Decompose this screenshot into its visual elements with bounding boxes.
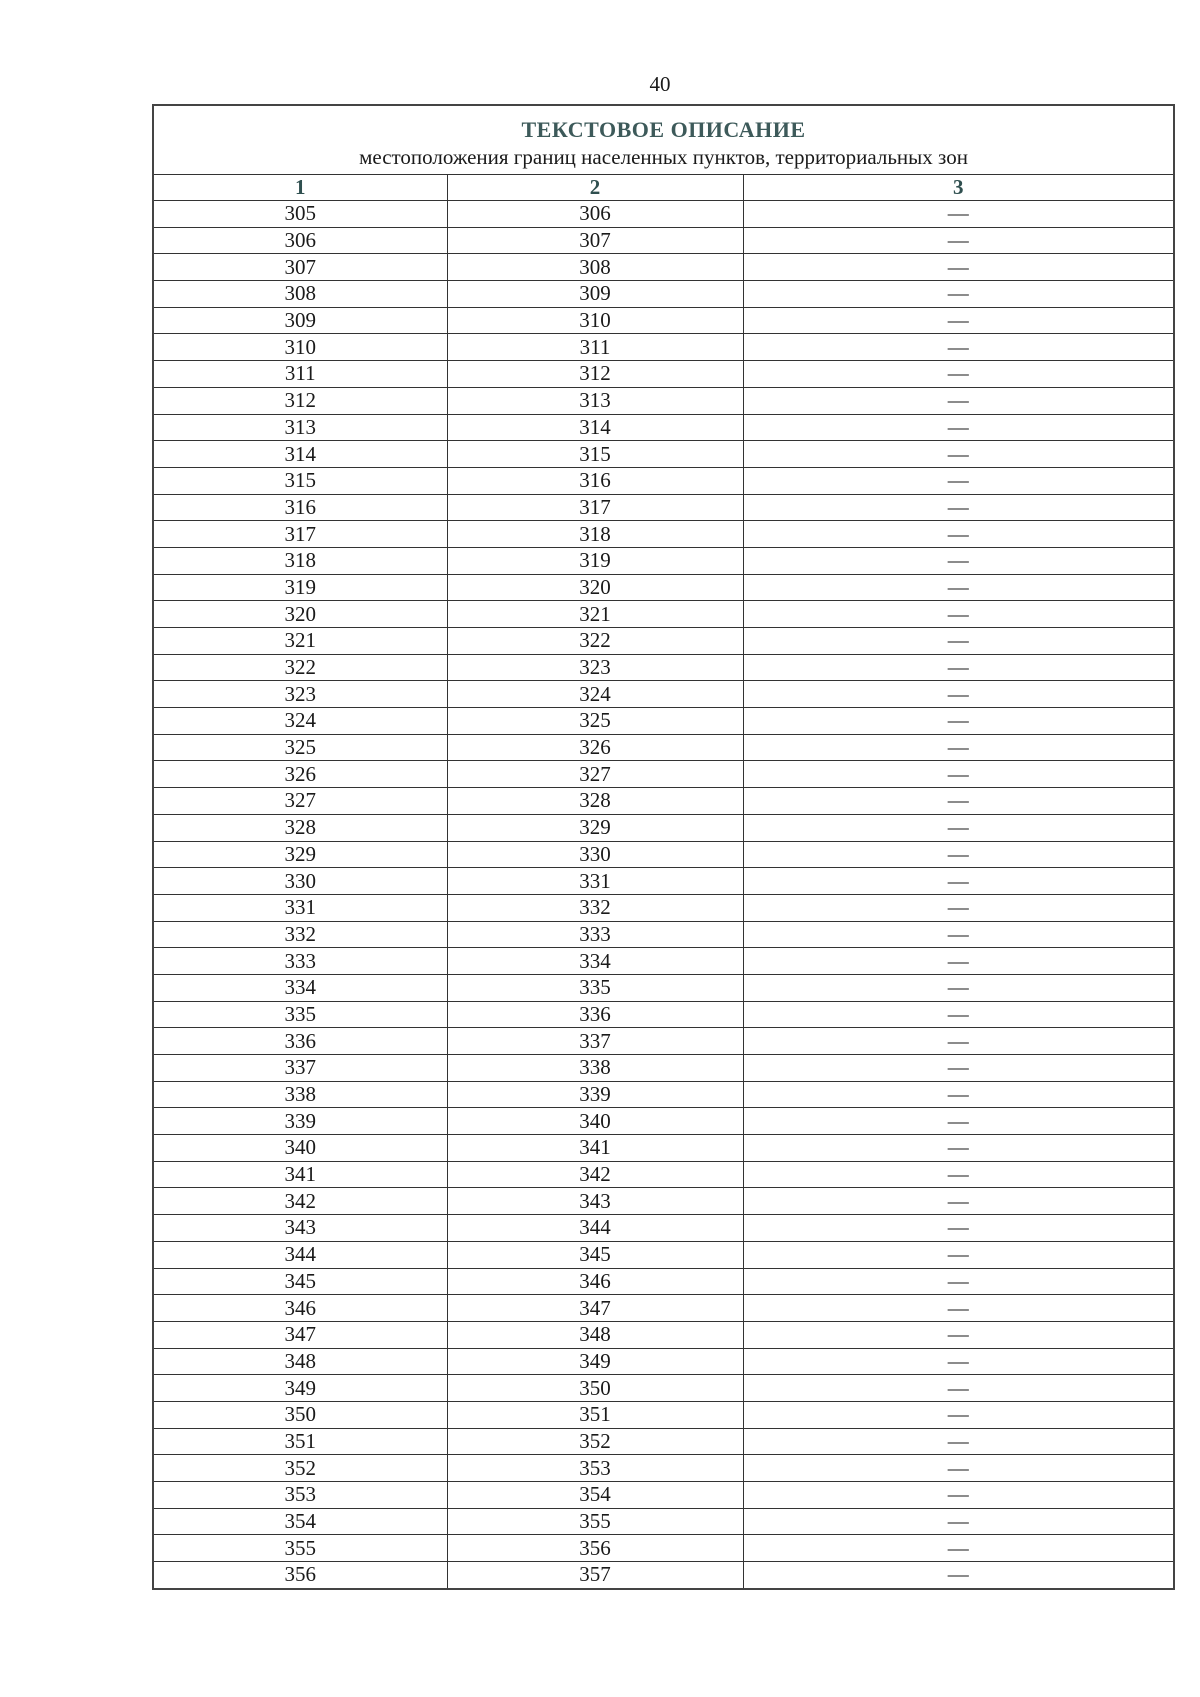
- table-cell-col-2: 349: [447, 1348, 743, 1375]
- table-cell-col-1: 305: [153, 201, 447, 228]
- table-row: [153, 1508, 1174, 1535]
- table-cell-col-2: 329: [447, 814, 743, 841]
- table-row: [153, 201, 1174, 228]
- table-cell-col-2: 331: [447, 868, 743, 895]
- table-cell-col-3: —: [743, 254, 1174, 281]
- table-cell-col-2: 326: [447, 734, 743, 761]
- table-cell-col-3: —: [743, 281, 1174, 308]
- table-cell-col-3: —: [743, 1268, 1174, 1295]
- table-row: [153, 1455, 1174, 1482]
- table-row: [153, 841, 1174, 868]
- table-title: ТЕКСТОВОЕ ОПИСАНИЕ: [521, 117, 806, 142]
- boundary-description-table: [152, 104, 1175, 1590]
- table-cell-col-1: 346: [153, 1295, 447, 1322]
- table-cell-col-1: 344: [153, 1241, 447, 1268]
- table-cell-col-2: 307: [447, 227, 743, 254]
- table-row: [153, 601, 1174, 628]
- table-row: [153, 894, 1174, 921]
- table-cell-col-2: 347: [447, 1295, 743, 1322]
- table-cell-col-2: 353: [447, 1455, 743, 1482]
- table-row: [153, 1401, 1174, 1428]
- table-cell-col-1: 311: [153, 361, 447, 388]
- table-row: [153, 334, 1174, 361]
- table-cell-col-2: 334: [447, 948, 743, 975]
- table-cell-col-3: —: [743, 1482, 1174, 1509]
- table-cell-col-1: 348: [153, 1348, 447, 1375]
- table-cell-col-3: —: [743, 227, 1174, 254]
- table-row: [153, 1535, 1174, 1562]
- table-cell-col-1: 326: [153, 761, 447, 788]
- table-cell-col-1: 307: [153, 254, 447, 281]
- table-cell-col-2: 352: [447, 1428, 743, 1455]
- table-cell-col-1: 322: [153, 654, 447, 681]
- table-cell-col-3: —: [743, 1508, 1174, 1535]
- table-row: [153, 628, 1174, 655]
- table-cell-col-3: —: [743, 1455, 1174, 1482]
- table-row: [153, 281, 1174, 308]
- table-row: [153, 1135, 1174, 1162]
- table-cell-col-3: —: [743, 601, 1174, 628]
- table-cell-col-3: —: [743, 1135, 1174, 1162]
- table-cell-col-3: —: [743, 841, 1174, 868]
- table-row: [153, 1001, 1174, 1028]
- table-cell-col-2: 315: [447, 441, 743, 468]
- table-cell-col-3: —: [743, 574, 1174, 601]
- table-cell-col-3: —: [743, 1161, 1174, 1188]
- table-cell-col-1: 316: [153, 494, 447, 521]
- table-cell-col-2: 351: [447, 1401, 743, 1428]
- table-cell-col-3: —: [743, 1375, 1174, 1402]
- table-cell-col-2: 338: [447, 1055, 743, 1082]
- column-header-1: 1: [153, 175, 447, 201]
- table-cell-col-1: 313: [153, 414, 447, 441]
- table-cell-col-1: 310: [153, 334, 447, 361]
- table-cell-col-3: —: [743, 1108, 1174, 1135]
- table-cell-col-2: 333: [447, 921, 743, 948]
- table-cell-col-1: 349: [153, 1375, 447, 1402]
- table-row: [153, 1375, 1174, 1402]
- table-row: [153, 307, 1174, 334]
- table-cell-col-3: —: [743, 387, 1174, 414]
- table-cell-col-1: 309: [153, 307, 447, 334]
- table-cell-col-2: 313: [447, 387, 743, 414]
- table-cell-col-2: 314: [447, 414, 743, 441]
- table-cell-col-1: 347: [153, 1321, 447, 1348]
- table-row: [153, 1348, 1174, 1375]
- table-cell-col-3: —: [743, 814, 1174, 841]
- table-cell-col-2: 309: [447, 281, 743, 308]
- table-cell-col-1: 331: [153, 894, 447, 921]
- table-row: [153, 1268, 1174, 1295]
- table-cell-col-3: —: [743, 494, 1174, 521]
- table-cell-col-3: —: [743, 1188, 1174, 1215]
- table-cell-col-2: 357: [447, 1562, 743, 1589]
- table-row: [153, 681, 1174, 708]
- table-row: [153, 494, 1174, 521]
- table-cell-col-3: —: [743, 334, 1174, 361]
- table-cell-col-3: —: [743, 201, 1174, 228]
- table-cell-col-2: 342: [447, 1161, 743, 1188]
- table-cell-col-2: 310: [447, 307, 743, 334]
- table-cell-col-1: 327: [153, 788, 447, 815]
- table-cell-col-3: —: [743, 361, 1174, 388]
- table-cell-col-3: —: [743, 1001, 1174, 1028]
- table-cell-col-1: 339: [153, 1108, 447, 1135]
- table-row: [153, 467, 1174, 494]
- table-row: [153, 974, 1174, 1001]
- table-cell-col-1: 332: [153, 921, 447, 948]
- table-cell-col-2: 327: [447, 761, 743, 788]
- table-cell-col-1: 319: [153, 574, 447, 601]
- table-cell-col-3: —: [743, 894, 1174, 921]
- table-cell-col-1: 351: [153, 1428, 447, 1455]
- table-cell-col-2: 322: [447, 628, 743, 655]
- table-cell-col-1: 318: [153, 547, 447, 574]
- table-cell-col-2: 343: [447, 1188, 743, 1215]
- table-row: [153, 1081, 1174, 1108]
- table-row: [153, 227, 1174, 254]
- table-cell-col-3: —: [743, 974, 1174, 1001]
- table-cell-col-3: —: [743, 1295, 1174, 1322]
- table-row: [153, 1028, 1174, 1055]
- table-cell-col-2: 346: [447, 1268, 743, 1295]
- table-cell-col-2: 321: [447, 601, 743, 628]
- table-cell-col-2: 325: [447, 708, 743, 735]
- table-cell-col-1: 334: [153, 974, 447, 1001]
- table-cell-col-2: 319: [447, 547, 743, 574]
- table-cell-col-2: 306: [447, 201, 743, 228]
- table-cell-col-3: —: [743, 441, 1174, 468]
- table-cell-col-3: —: [743, 1241, 1174, 1268]
- table-row: [153, 734, 1174, 761]
- table-row: [153, 1055, 1174, 1082]
- table-cell-col-1: 315: [153, 467, 447, 494]
- table-cell-col-1: 333: [153, 948, 447, 975]
- table-cell-col-1: 308: [153, 281, 447, 308]
- table-row: [153, 1161, 1174, 1188]
- table-row: [153, 1295, 1174, 1322]
- table-row: [153, 1482, 1174, 1509]
- table-cell-col-2: 335: [447, 974, 743, 1001]
- table-cell-col-1: 329: [153, 841, 447, 868]
- table-row: [153, 761, 1174, 788]
- table-cell-col-2: 320: [447, 574, 743, 601]
- table-title-row: [153, 105, 1174, 175]
- table-cell-col-3: —: [743, 467, 1174, 494]
- table-cell-col-2: 344: [447, 1215, 743, 1242]
- table-cell-col-3: —: [743, 521, 1174, 548]
- table-cell-col-3: —: [743, 1535, 1174, 1562]
- table-cell-col-1: 321: [153, 628, 447, 655]
- table-cell-col-3: —: [743, 1428, 1174, 1455]
- table-row: [153, 788, 1174, 815]
- table-cell-col-3: —: [743, 788, 1174, 815]
- table-cell-col-2: 339: [447, 1081, 743, 1108]
- table-cell-col-1: 345: [153, 1268, 447, 1295]
- table-row: [153, 254, 1174, 281]
- table-cell-col-1: 325: [153, 734, 447, 761]
- table-cell-col-3: —: [743, 1401, 1174, 1428]
- table-cell-col-2: 336: [447, 1001, 743, 1028]
- table-row: [153, 814, 1174, 841]
- table-cell-col-2: 317: [447, 494, 743, 521]
- table-cell-col-2: 328: [447, 788, 743, 815]
- table-cell-col-2: 337: [447, 1028, 743, 1055]
- table-cell-col-3: —: [743, 1028, 1174, 1055]
- page-number: 40: [649, 72, 671, 96]
- table-cell-col-3: —: [743, 921, 1174, 948]
- table-cell-col-3: —: [743, 948, 1174, 975]
- column-header-2: 2: [447, 175, 743, 201]
- table-cell-col-3: —: [743, 681, 1174, 708]
- table-cell-col-1: 312: [153, 387, 447, 414]
- table-row: [153, 441, 1174, 468]
- table-cell-col-1: 337: [153, 1055, 447, 1082]
- table-cell-col-2: 356: [447, 1535, 743, 1562]
- table-cell-col-1: 314: [153, 441, 447, 468]
- table-row: [153, 1215, 1174, 1242]
- table-cell-col-1: 306: [153, 227, 447, 254]
- table-cell-col-2: 324: [447, 681, 743, 708]
- table-cell-col-3: —: [743, 761, 1174, 788]
- table-cell-col-1: 338: [153, 1081, 447, 1108]
- table-row: [153, 654, 1174, 681]
- table-cell-col-3: —: [743, 1055, 1174, 1082]
- table-cell-col-2: 308: [447, 254, 743, 281]
- table-row: [153, 1241, 1174, 1268]
- table-cell-col-3: —: [743, 1321, 1174, 1348]
- table-row: [153, 361, 1174, 388]
- table-cell-col-2: 318: [447, 521, 743, 548]
- table-cell-col-3: —: [743, 307, 1174, 334]
- table-row: [153, 921, 1174, 948]
- table-cell-col-1: 330: [153, 868, 447, 895]
- table-cell-col-2: 345: [447, 1241, 743, 1268]
- table-cell-col-1: 342: [153, 1188, 447, 1215]
- table-cell-col-3: —: [743, 1562, 1174, 1589]
- table-row: [153, 387, 1174, 414]
- table-cell-col-1: 340: [153, 1135, 447, 1162]
- table-subtitle: местоположения границ населенных пунктов, территориальных зон: [359, 145, 968, 169]
- table-body: [153, 201, 1174, 1589]
- table-row: [153, 1562, 1174, 1589]
- table-row: [153, 868, 1174, 895]
- table-row: [153, 414, 1174, 441]
- table-cell-col-1: 352: [153, 1455, 447, 1482]
- table-cell-col-1: 328: [153, 814, 447, 841]
- table-cell-col-3: —: [743, 654, 1174, 681]
- table-cell-col-3: —: [743, 1215, 1174, 1242]
- table-cell-col-1: 320: [153, 601, 447, 628]
- table-cell-col-3: —: [743, 708, 1174, 735]
- table-cell-col-1: 353: [153, 1482, 447, 1509]
- table-row: [153, 708, 1174, 735]
- table-cell-col-2: 341: [447, 1135, 743, 1162]
- table-cell-col-2: 350: [447, 1375, 743, 1402]
- table-cell-col-1: 335: [153, 1001, 447, 1028]
- table-cell-col-3: —: [743, 547, 1174, 574]
- table-cell-col-3: —: [743, 734, 1174, 761]
- table-cell-col-2: 316: [447, 467, 743, 494]
- table-cell-col-3: —: [743, 414, 1174, 441]
- table-cell-col-2: 311: [447, 334, 743, 361]
- table-row: [153, 948, 1174, 975]
- table-cell-col-2: 340: [447, 1108, 743, 1135]
- table-cell-col-3: —: [743, 1348, 1174, 1375]
- table-cell-col-2: 354: [447, 1482, 743, 1509]
- table-cell-col-2: 312: [447, 361, 743, 388]
- table-cell-col-2: 332: [447, 894, 743, 921]
- table-row: [153, 574, 1174, 601]
- table-row: [153, 1321, 1174, 1348]
- table-title-cell: [153, 105, 1174, 175]
- table-row: [153, 547, 1174, 574]
- table-cell-col-1: 354: [153, 1508, 447, 1535]
- table-cell-col-1: 341: [153, 1161, 447, 1188]
- table-cell-col-1: 355: [153, 1535, 447, 1562]
- table-cell-col-3: —: [743, 1081, 1174, 1108]
- table-row: [153, 521, 1174, 548]
- table-row: [153, 1188, 1174, 1215]
- table-cell-col-1: 324: [153, 708, 447, 735]
- table-cell-col-3: —: [743, 868, 1174, 895]
- table-cell-col-1: 343: [153, 1215, 447, 1242]
- table-cell-col-2: 348: [447, 1321, 743, 1348]
- table-row: [153, 1428, 1174, 1455]
- column-header-row: [153, 175, 1174, 201]
- table-cell-col-1: 336: [153, 1028, 447, 1055]
- table-cell-col-1: 323: [153, 681, 447, 708]
- table-cell-col-2: 355: [447, 1508, 743, 1535]
- table-cell-col-2: 323: [447, 654, 743, 681]
- table-cell-col-1: 356: [153, 1562, 447, 1589]
- table-row: [153, 1108, 1174, 1135]
- table-cell-col-1: 317: [153, 521, 447, 548]
- table-cell-col-1: 350: [153, 1401, 447, 1428]
- column-header-3: 3: [743, 175, 1174, 201]
- table-cell-col-3: —: [743, 628, 1174, 655]
- table-cell-col-2: 330: [447, 841, 743, 868]
